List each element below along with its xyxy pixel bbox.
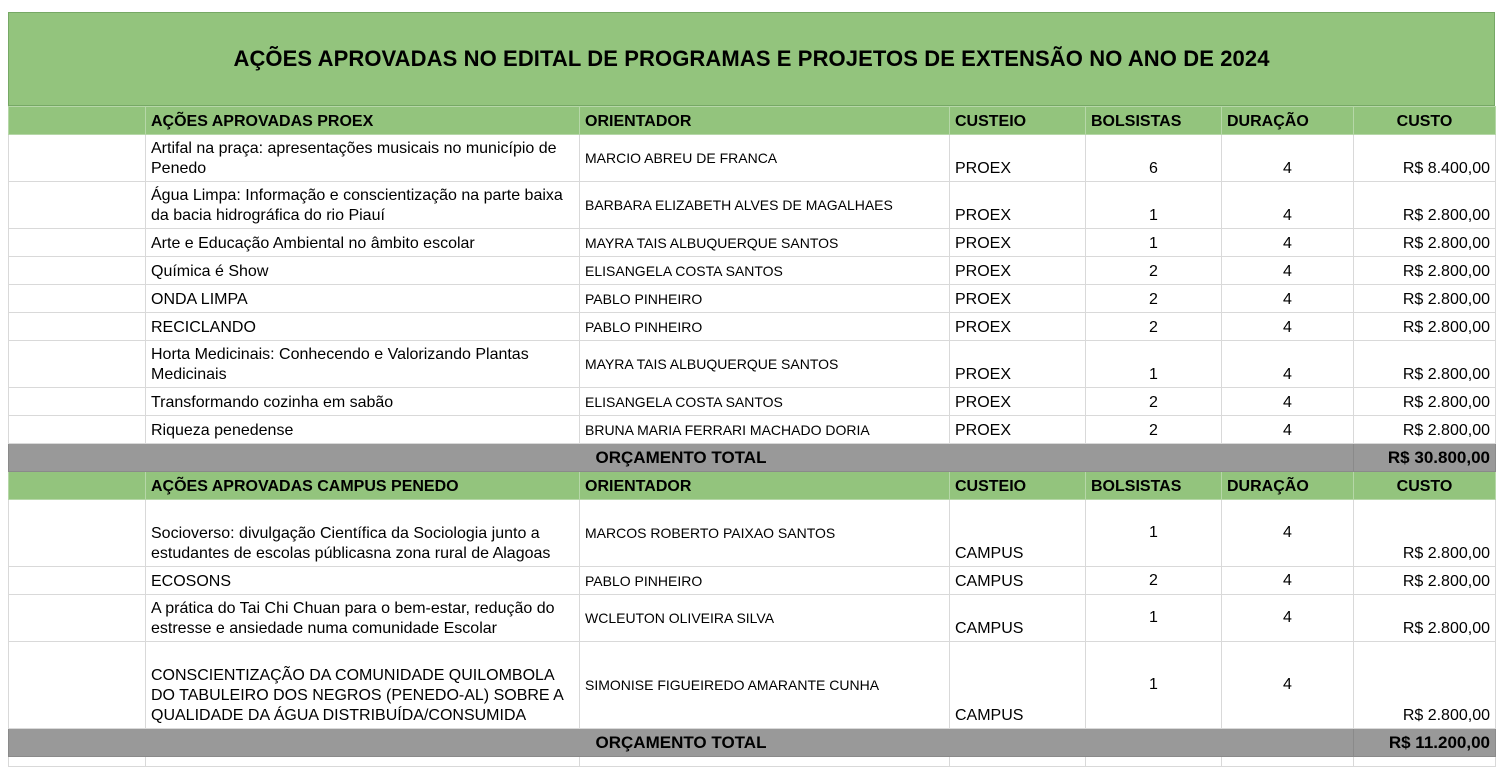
row-blank-cell[interactable] xyxy=(9,257,146,285)
cell-acao[interactable]: RECICLANDO xyxy=(146,313,580,341)
cell-bolsistas[interactable]: 1 xyxy=(1086,229,1222,257)
cell-custeio[interactable]: CAMPUS xyxy=(950,642,1086,729)
total-label[interactable]: ORÇAMENTO TOTAL xyxy=(9,444,1354,472)
cell-custeio[interactable]: PROEX xyxy=(950,313,1086,341)
cell-orientador[interactable]: ELISANGELA COSTA SANTOS xyxy=(580,257,950,285)
total-value[interactable]: R$ 11.200,00 xyxy=(1354,729,1496,757)
cell-orientador[interactable]: PABLO PINHEIRO xyxy=(580,567,950,595)
cell-duracao[interactable]: 4 xyxy=(1222,257,1354,285)
row-blank-cell[interactable] xyxy=(9,285,146,313)
row-blank-cell[interactable] xyxy=(9,341,146,388)
cell-custo[interactable]: R$ 2.800,00 xyxy=(1354,567,1496,595)
cell-bolsistas[interactable]: 1 xyxy=(1086,182,1222,229)
cell-acao[interactable]: Artifal na praça: apresentações musicais no município de Penedo xyxy=(146,135,580,182)
cell-custo[interactable]: R$ 2.800,00 xyxy=(1354,642,1496,729)
cell-bolsistas[interactable]: 1 xyxy=(1086,595,1222,642)
cell-custeio[interactable]: PROEX xyxy=(950,257,1086,285)
header-duracao[interactable]: DURAÇÃO xyxy=(1222,107,1354,135)
cell-duracao[interactable]: 4 xyxy=(1222,229,1354,257)
header-orientador[interactable]: ORIENTADOR xyxy=(580,472,950,500)
cell-custeio[interactable]: CAMPUS xyxy=(950,500,1086,567)
cell-orientador[interactable]: MARCOS ROBERTO PAIXAO SANTOS xyxy=(580,500,950,567)
cell-custo[interactable]: R$ 2.800,00 xyxy=(1354,313,1496,341)
table-row xyxy=(9,135,1496,182)
cell-bolsistas[interactable]: 2 xyxy=(1086,257,1222,285)
row-blank-cell[interactable] xyxy=(9,500,146,567)
cell-duracao[interactable]: 4 xyxy=(1222,313,1354,341)
table-row xyxy=(9,642,1496,729)
row-blank-cell[interactable] xyxy=(9,229,146,257)
cell-orientador[interactable]: MAYRA TAIS ALBUQUERQUE SANTOS xyxy=(580,341,950,388)
table-row xyxy=(9,313,1496,341)
cell-orientador[interactable]: MARCIO ABREU DE FRANCA xyxy=(580,135,950,182)
cell-duracao[interactable]: 4 xyxy=(1222,341,1354,388)
table-row xyxy=(9,500,1496,567)
cell-custeio[interactable]: CAMPUS xyxy=(950,595,1086,642)
table-row xyxy=(9,229,1496,257)
cell-orientador[interactable]: BRUNA MARIA FERRARI MACHADO DORIA xyxy=(580,416,950,444)
header-custeio[interactable]: CUSTEIO xyxy=(950,107,1086,135)
table-row xyxy=(9,388,1496,416)
header-custo[interactable]: CUSTO xyxy=(1354,107,1496,135)
cell-orientador[interactable]: BARBARA ELIZABETH ALVES DE MAGALHAES xyxy=(580,182,950,229)
cell-bolsistas[interactable]: 2 xyxy=(1086,567,1222,595)
cell-acao[interactable]: Química é Show xyxy=(146,257,580,285)
empty-cell[interactable] xyxy=(1086,757,1222,767)
cell-custeio[interactable]: PROEX xyxy=(950,341,1086,388)
cell-bolsistas[interactable]: 6 xyxy=(1086,135,1222,182)
spreadsheet xyxy=(8,12,1495,767)
total-label[interactable]: ORÇAMENTO TOTAL xyxy=(9,729,1354,757)
cell-custo[interactable]: R$ 2.800,00 xyxy=(1354,285,1496,313)
row-blank-cell[interactable] xyxy=(9,595,146,642)
cell-orientador[interactable]: MAYRA TAIS ALBUQUERQUE SANTOS xyxy=(580,229,950,257)
cell-bolsistas[interactable]: 2 xyxy=(1086,416,1222,444)
header-blank-cell[interactable] xyxy=(9,472,146,500)
header-bolsistas[interactable]: BOLSISTAS xyxy=(1086,472,1222,500)
empty-row xyxy=(9,757,1496,767)
header-bolsistas[interactable]: BOLSISTAS xyxy=(1086,107,1222,135)
title-cell[interactable] xyxy=(8,12,1495,106)
cell-orientador[interactable]: PABLO PINHEIRO xyxy=(580,285,950,313)
row-blank-cell[interactable] xyxy=(9,182,146,229)
table-row xyxy=(9,567,1496,595)
empty-cell[interactable] xyxy=(950,757,1086,767)
total-value[interactable]: R$ 30.800,00 xyxy=(1354,444,1496,472)
table-row xyxy=(9,182,1496,229)
cell-acao[interactable]: ECOSONS xyxy=(146,567,580,595)
cell-duracao[interactable]: 4 xyxy=(1222,642,1354,729)
cell-acao[interactable]: Arte e Educação Ambiental no âmbito escolar xyxy=(146,229,580,257)
header-acoes[interactable]: AÇÕES APROVADAS CAMPUS PENEDO xyxy=(146,472,580,500)
cell-custeio[interactable]: PROEX xyxy=(950,416,1086,444)
cell-duracao[interactable]: 4 xyxy=(1222,567,1354,595)
cell-bolsistas[interactable]: 1 xyxy=(1086,341,1222,388)
cell-custo[interactable]: R$ 2.800,00 xyxy=(1354,229,1496,257)
cell-duracao[interactable]: 4 xyxy=(1222,182,1354,229)
cell-acao[interactable]: Horta Medicinais: Conhecendo e Valorizando Plantas Medicinais xyxy=(146,341,580,388)
table-row xyxy=(9,341,1496,388)
header-acoes[interactable]: AÇÕES APROVADAS PROEX xyxy=(146,107,580,135)
cell-duracao[interactable]: 4 xyxy=(1222,388,1354,416)
data-table xyxy=(8,106,1496,767)
cell-custo[interactable]: R$ 8.400,00 xyxy=(1354,135,1496,182)
row-blank-cell[interactable] xyxy=(9,642,146,729)
cell-custeio[interactable]: CAMPUS xyxy=(950,567,1086,595)
cell-bolsistas[interactable]: 1 xyxy=(1086,642,1222,729)
cell-custo[interactable]: R$ 2.800,00 xyxy=(1354,500,1496,567)
cell-acao[interactable]: Socioverso: divulgação Científica da Sociologia junto a estudantes de escolas públicasna zona rural de Alagoas xyxy=(146,500,580,567)
cell-orientador[interactable]: PABLO PINHEIRO xyxy=(580,313,950,341)
cell-custo[interactable]: R$ 2.800,00 xyxy=(1354,341,1496,388)
cell-custeio[interactable]: PROEX xyxy=(950,182,1086,229)
section-header-row xyxy=(9,472,1496,500)
cell-custo[interactable]: R$ 2.800,00 xyxy=(1354,595,1496,642)
cell-acao[interactable]: Água Limpa: Informação e conscientização na parte baixa da bacia hidrográfica do rio Piauí xyxy=(146,182,580,229)
cell-orientador[interactable]: SIMONISE FIGUEIREDO AMARANTE CUNHA xyxy=(580,642,950,729)
cell-duracao[interactable]: 4 xyxy=(1222,595,1354,642)
cell-acao[interactable]: A prática do Tai Chi Chuan para o bem-estar, redução do estresse e ansiedade numa comunidade Escolar xyxy=(146,595,580,642)
cell-custo[interactable]: R$ 2.800,00 xyxy=(1354,416,1496,444)
cell-acao[interactable]: Transformando cozinha em sabão xyxy=(146,388,580,416)
cell-duracao[interactable]: 4 xyxy=(1222,416,1354,444)
empty-cell[interactable] xyxy=(1354,757,1496,767)
header-custeio[interactable]: CUSTEIO xyxy=(950,472,1086,500)
cell-bolsistas[interactable]: 2 xyxy=(1086,388,1222,416)
empty-cell[interactable] xyxy=(1222,757,1354,767)
header-custo[interactable]: CUSTO xyxy=(1354,472,1496,500)
cell-acao[interactable]: Riqueza penedense xyxy=(146,416,580,444)
cell-custeio[interactable]: PROEX xyxy=(950,229,1086,257)
row-blank-cell[interactable] xyxy=(9,567,146,595)
table-row xyxy=(9,416,1496,444)
cell-bolsistas[interactable]: 1 xyxy=(1086,500,1222,567)
cell-duracao[interactable]: 4 xyxy=(1222,285,1354,313)
cell-acao[interactable]: CONSCIENTIZAÇÃO DA COMUNIDADE QUILOMBOLA DO TABULEIRO DOS NEGROS (PENEDO-AL) SOBRE A QUALIDADE DA ÁGUA DISTRIBUÍDA/CONSUMIDA xyxy=(146,642,580,729)
cell-acao[interactable]: ONDA LIMPA xyxy=(146,285,580,313)
total-row xyxy=(9,444,1496,472)
cell-bolsistas[interactable]: 2 xyxy=(1086,313,1222,341)
cell-custeio[interactable]: PROEX xyxy=(950,285,1086,313)
page-title: AÇÕES APROVADAS NO EDITAL DE PROGRAMAS E PROJETOS DE EXTENSÃO NO ANO DE 2024 xyxy=(233,46,1270,71)
cell-orientador[interactable]: ELISANGELA COSTA SANTOS xyxy=(580,388,950,416)
cell-orientador[interactable]: WCLEUTON OLIVEIRA SILVA xyxy=(580,595,950,642)
cell-custo[interactable]: R$ 2.800,00 xyxy=(1354,388,1496,416)
table-row xyxy=(9,595,1496,642)
row-blank-cell[interactable] xyxy=(9,416,146,444)
total-row xyxy=(9,729,1496,757)
cell-duracao[interactable]: 4 xyxy=(1222,500,1354,567)
empty-cell[interactable] xyxy=(146,757,580,767)
section-header-row xyxy=(9,107,1496,135)
cell-custo[interactable]: R$ 2.800,00 xyxy=(1354,182,1496,229)
cell-custeio[interactable]: PROEX xyxy=(950,135,1086,182)
row-blank-cell[interactable] xyxy=(9,135,146,182)
empty-cell[interactable] xyxy=(9,757,146,767)
row-blank-cell[interactable] xyxy=(9,388,146,416)
header-orientador[interactable]: ORIENTADOR xyxy=(580,107,950,135)
header-blank-cell[interactable] xyxy=(9,107,146,135)
cell-custeio[interactable]: PROEX xyxy=(950,388,1086,416)
empty-cell[interactable] xyxy=(580,757,950,767)
row-blank-cell[interactable] xyxy=(9,313,146,341)
table-row xyxy=(9,257,1496,285)
header-duracao[interactable]: DURAÇÃO xyxy=(1222,472,1354,500)
cell-duracao[interactable]: 4 xyxy=(1222,135,1354,182)
cell-custo[interactable]: R$ 2.800,00 xyxy=(1354,257,1496,285)
cell-bolsistas[interactable]: 2 xyxy=(1086,285,1222,313)
table-row xyxy=(9,285,1496,313)
